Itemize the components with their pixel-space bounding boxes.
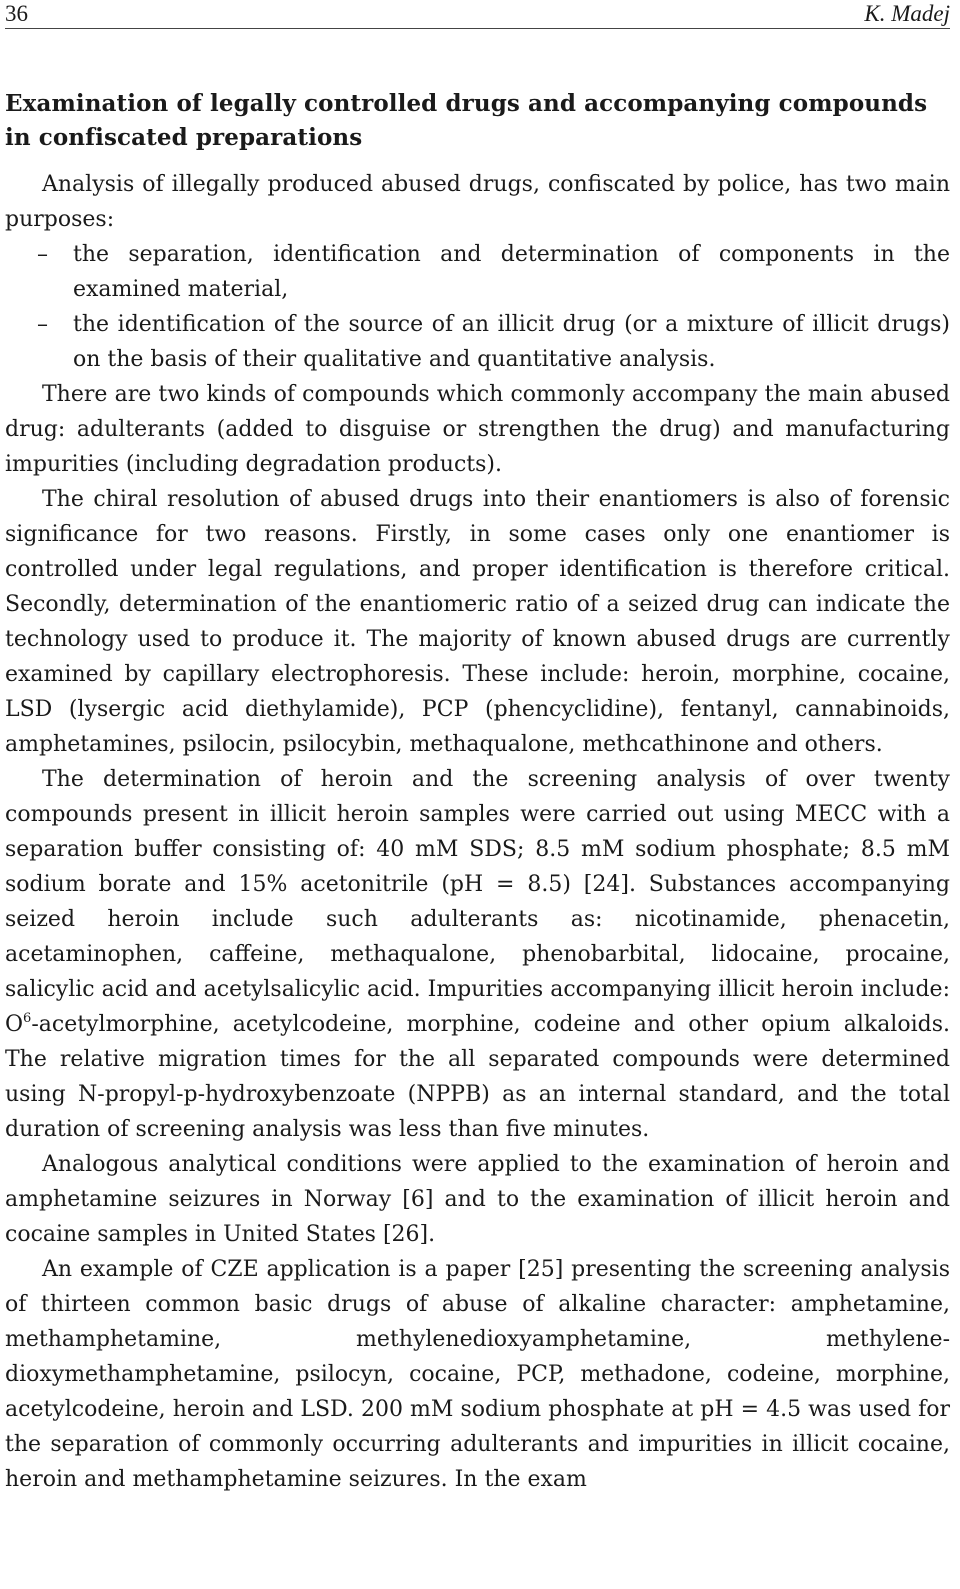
paragraph-text: -acetylmorphine, acetylcodeine, morphine, codeine and other opium alkaloids. The relative migration times for the all separated compounds were determined using N-propyl-p-hydroxybenzoate (NPPB) as an internal standard, and the total duration of screening analysis was less than five minutes.	[5, 1012, 950, 1142]
body-paragraph-cze: An example of CZE application is a paper [25] presenting the screening analysis of thirteen common basic drugs of abuse of alkaline character: amphetamine, methamphetamine, methylenedioxyamphetamine, methylenedioxymethamphetamine, psilocyn, cocaine, PCP, methadone, codeine, morphine, acetylcodeine, heroin and LSD. 200 mM sodium phosphate at pH = 4.5 was used for the separation of commonly occurring adulterants and impurities in illicit cocaine, heroin and methamphetamine seizures. In the exam	[5, 1257, 950, 1492]
running-head-author: K. Madej	[864, 1, 950, 26]
document-page	[5, 0, 950, 1497]
body-paragraph-adulterants: There are two kinds of compounds which commonly accompany the main abused drug: adulterants (added to disguise or strengthen the drug) and manufacturing impurities (including degradation products).	[5, 382, 950, 477]
page-number: 36	[5, 1, 28, 26]
purposes-list	[5, 237, 950, 377]
dash-bullet: –	[37, 242, 48, 267]
section-title: Examination of legally controlled drugs and accompanying compounds in confiscated preparations	[5, 90, 928, 151]
body-paragraph-chiral: The chiral resolution of abused drugs into their enantiomers is also of forensic significance for two reasons. Firstly, in some cases only one enantiomer is controlled under legal regulations, and proper identification is therefore critical. Secondly, determination of the enantiomeric ratio of a seized drug can indicate the technology used to produce it. The majority of known abused drugs are currently examined by capillary electrophoresis. These include: heroin, morphine, cocaine, LSD (lysergic acid diethylamide), PCP (phencyclidine), fentanyl, cannabinoids, amphetamines, psilocin, psilocybin, methaqualone, methcathinone and others.	[5, 487, 950, 757]
running-head	[5, 0, 950, 29]
list-item-text: the identification of the source of an illicit drug (or a mixture of illicit drugs) on the basis of their qualitative and quantitative analysis.	[73, 312, 950, 372]
body-paragraph-heroin	[5, 762, 950, 1147]
list-item-text: the separation, identification and determination of components in the examined material,	[73, 242, 950, 302]
intro-paragraph: Analysis of illegally produced abused drugs, confiscated by police, has two main purposes:	[5, 172, 950, 232]
paragraph-text: The determination of heroin and the screening analysis of over twenty compounds present in illicit heroin samples were carried out using MECC with a separation buffer consisting of: 40 mM SDS; 8.5 mM sodium phosphate; 8.5 mM sodium borate and 15% acetonitrile (pH = 8.5) [24]. Substances accompanying seized heroin include such adulterants as: nicotinamide, phenacetin, acetaminophen, caffeine, methaqualone, phenobarbital, lidocaine, procaine, salicylic acid and acetylsalicylic acid. Impurities accompanying illicit heroin include: O	[5, 767, 950, 1037]
body-paragraph-norway: Analogous analytical conditions were applied to the examination of heroin and amphetamine seizures in Norway [6] and to the examination of illicit heroin and cocaine samples in United States [26].	[5, 1152, 950, 1247]
superscript: 6	[23, 1011, 32, 1026]
list-item	[5, 237, 950, 307]
list-item	[5, 307, 950, 377]
dash-bullet: –	[37, 312, 48, 337]
